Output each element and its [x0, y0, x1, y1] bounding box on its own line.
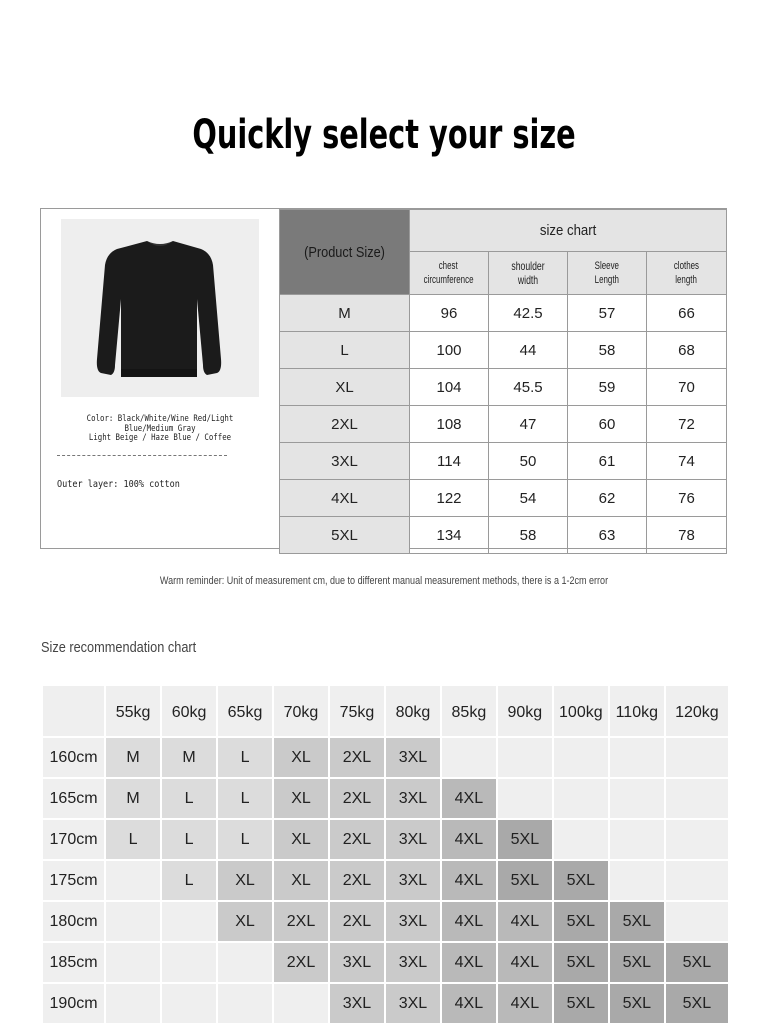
recommended-size-cell: 4XL: [442, 943, 496, 982]
size-row: [280, 332, 727, 369]
empty-cell: [218, 984, 272, 1023]
measurement-reminder: Warm reminder: Unit of measurement cm, due to different manual measurement methods, there is a 1-2cm error: [159, 575, 609, 587]
size-label: 4XL: [280, 480, 410, 517]
size-value-cell: 134: [410, 517, 489, 554]
weight-header: 90kg: [498, 686, 552, 736]
recommended-size-cell: 5XL: [554, 861, 608, 900]
empty-cell: [666, 779, 728, 818]
weight-header: 60kg: [162, 686, 216, 736]
empty-cell: [218, 943, 272, 982]
empty-cell: [498, 779, 552, 818]
height-label: 180cm: [43, 902, 104, 941]
recommended-size-cell: 4XL: [498, 984, 552, 1023]
weight-header: 85kg: [442, 686, 496, 736]
recommended-size-cell: 2XL: [274, 943, 328, 982]
size-value-cell: 63: [568, 517, 647, 554]
recommended-size-cell: 3XL: [330, 943, 384, 982]
recommended-size-cell: 2XL: [330, 902, 384, 941]
column-header-shoulder: shoulder width: [489, 252, 568, 295]
color-list: Color: Black/White/Wine Red/Light Blue/Medium Gray: [86, 414, 234, 434]
recommended-size-cell: L: [218, 738, 272, 777]
size-value-cell: 76: [647, 480, 727, 517]
recommended-size-cell: 4XL: [442, 779, 496, 818]
height-label: 160cm: [43, 738, 104, 777]
recommended-size-cell: 3XL: [386, 779, 440, 818]
recommended-size-cell: 5XL: [610, 943, 664, 982]
size-value-cell: 96: [410, 295, 489, 332]
size-row: [280, 295, 727, 332]
recommended-size-cell: 2XL: [274, 902, 328, 941]
divider: [57, 455, 227, 456]
recommended-size-cell: 3XL: [330, 984, 384, 1023]
size-value-cell: 100: [410, 332, 489, 369]
empty-cell: [106, 943, 160, 982]
corner-cell: [43, 686, 104, 736]
recommended-size-cell: XL: [274, 779, 328, 818]
recommended-size-cell: 4XL: [442, 902, 496, 941]
recommended-size-cell: L: [162, 820, 216, 859]
recommended-size-cell: 2XL: [330, 779, 384, 818]
empty-cell: [162, 943, 216, 982]
empty-cell: [442, 738, 496, 777]
size-chart-header: size chart: [410, 210, 727, 252]
size-label: L: [280, 332, 410, 369]
weight-header: 70kg: [274, 686, 328, 736]
size-value-cell: 50: [489, 443, 568, 480]
recommended-size-cell: 3XL: [386, 943, 440, 982]
recommended-size-cell: 4XL: [498, 902, 552, 941]
size-value-cell: 104: [410, 369, 489, 406]
height-label: 165cm: [43, 779, 104, 818]
recommended-size-cell: 5XL: [554, 902, 608, 941]
recommended-size-cell: 3XL: [386, 984, 440, 1023]
empty-cell: [106, 861, 160, 900]
empty-cell: [554, 738, 608, 777]
weight-header-row: [43, 686, 728, 736]
recommended-size-cell: 5XL: [554, 984, 608, 1023]
size-table: [279, 209, 727, 554]
recommended-size-cell: L: [162, 861, 216, 900]
size-label: 3XL: [280, 443, 410, 480]
empty-cell: [666, 820, 728, 859]
empty-cell: [610, 738, 664, 777]
height-label: 185cm: [43, 943, 104, 982]
height-label: 170cm: [43, 820, 104, 859]
size-label: 5XL: [280, 517, 410, 554]
empty-cell: [666, 738, 728, 777]
empty-cell: [554, 820, 608, 859]
height-row: [43, 902, 728, 941]
size-value-cell: 42.5: [489, 295, 568, 332]
recommended-size-cell: M: [162, 738, 216, 777]
empty-cell: [106, 902, 160, 941]
size-value-cell: 59: [568, 369, 647, 406]
column-header-sleeve: Sleeve Length: [568, 252, 647, 295]
recommended-size-cell: L: [218, 820, 272, 859]
recommended-size-cell: M: [106, 738, 160, 777]
color-list-continued: Light Beige / Haze Blue / Coffee: [88, 433, 232, 443]
recommended-size-cell: XL: [218, 861, 272, 900]
size-value-cell: 114: [410, 443, 489, 480]
size-value-cell: 70: [647, 369, 727, 406]
size-value-cell: 58: [568, 332, 647, 369]
recommended-size-cell: 4XL: [442, 984, 496, 1023]
recommended-size-cell: 5XL: [666, 943, 728, 982]
size-value-cell: 47: [489, 406, 568, 443]
size-value-cell: 60: [568, 406, 647, 443]
recommended-size-cell: 4XL: [442, 820, 496, 859]
product-photo: [61, 219, 259, 397]
material-info: Outer layer: 100% cotton: [57, 479, 180, 490]
size-row: [280, 480, 727, 517]
recommendation-title: Size recommendation chart: [41, 639, 197, 656]
recommended-size-cell: L: [106, 820, 160, 859]
height-row: [43, 738, 728, 777]
sweatshirt-image: [61, 219, 259, 397]
recommended-size-cell: 3XL: [386, 861, 440, 900]
empty-cell: [610, 861, 664, 900]
recommended-size-cell: 2XL: [330, 861, 384, 900]
size-value-cell: 57: [568, 295, 647, 332]
recommended-size-cell: 5XL: [666, 984, 728, 1023]
recommended-size-cell: M: [106, 779, 160, 818]
size-row: [280, 406, 727, 443]
height-label: 175cm: [43, 861, 104, 900]
size-value-cell: 45.5: [489, 369, 568, 406]
size-row: [280, 517, 727, 554]
empty-cell: [498, 738, 552, 777]
size-chart-panel: [40, 208, 727, 549]
recommended-size-cell: 5XL: [554, 943, 608, 982]
size-row: [280, 443, 727, 480]
recommended-size-cell: 4XL: [498, 943, 552, 982]
empty-cell: [610, 820, 664, 859]
size-value-cell: 58: [489, 517, 568, 554]
weight-header: 75kg: [330, 686, 384, 736]
weight-header: 110kg: [610, 686, 664, 736]
weight-header: 55kg: [106, 686, 160, 736]
recommended-size-cell: XL: [274, 820, 328, 859]
empty-cell: [162, 902, 216, 941]
size-value-cell: 66: [647, 295, 727, 332]
empty-cell: [274, 984, 328, 1023]
size-recommendation-grid: [41, 684, 730, 1025]
size-value-cell: 68: [647, 332, 727, 369]
empty-cell: [666, 902, 728, 941]
recommended-size-cell: 3XL: [386, 820, 440, 859]
size-value-cell: 74: [647, 443, 727, 480]
height-row: [43, 943, 728, 982]
column-header-clothes-length: clothes length: [647, 252, 727, 295]
recommended-size-cell: 2XL: [330, 820, 384, 859]
recommended-size-cell: 3XL: [386, 902, 440, 941]
recommended-size-cell: 5XL: [498, 861, 552, 900]
recommended-size-cell: 4XL: [442, 861, 496, 900]
size-value-cell: 108: [410, 406, 489, 443]
recommended-size-cell: XL: [218, 902, 272, 941]
empty-cell: [106, 984, 160, 1023]
size-value-cell: 54: [489, 480, 568, 517]
size-value-cell: 78: [647, 517, 727, 554]
page-title: Quickly select your size: [192, 112, 576, 158]
empty-cell: [666, 861, 728, 900]
size-value-cell: 72: [647, 406, 727, 443]
size-label: M: [280, 295, 410, 332]
recommended-size-cell: 2XL: [330, 738, 384, 777]
height-row: [43, 779, 728, 818]
recommended-size-cell: 5XL: [610, 902, 664, 941]
size-value-cell: 62: [568, 480, 647, 517]
weight-header: 100kg: [554, 686, 608, 736]
recommended-size-cell: L: [162, 779, 216, 818]
recommended-size-cell: L: [218, 779, 272, 818]
weight-header: 65kg: [218, 686, 272, 736]
size-row: [280, 369, 727, 406]
recommended-size-cell: 3XL: [386, 738, 440, 777]
recommended-size-cell: XL: [274, 861, 328, 900]
column-header-chest: chest circumference: [410, 252, 489, 295]
height-row: [43, 984, 728, 1023]
weight-header: 120kg: [666, 686, 728, 736]
height-label: 190cm: [43, 984, 104, 1023]
height-row: [43, 861, 728, 900]
size-value-cell: 44: [489, 332, 568, 369]
size-label: XL: [280, 369, 410, 406]
product-info: [41, 209, 280, 548]
recommended-size-cell: 5XL: [610, 984, 664, 1023]
empty-cell: [554, 779, 608, 818]
size-value-cell: 61: [568, 443, 647, 480]
empty-cell: [162, 984, 216, 1023]
recommended-size-cell: 5XL: [498, 820, 552, 859]
size-label: 2XL: [280, 406, 410, 443]
weight-header: 80kg: [386, 686, 440, 736]
empty-cell: [610, 779, 664, 818]
recommended-size-cell: XL: [274, 738, 328, 777]
height-row: [43, 820, 728, 859]
size-value-cell: 122: [410, 480, 489, 517]
product-size-header: (Product Size): [280, 210, 410, 295]
